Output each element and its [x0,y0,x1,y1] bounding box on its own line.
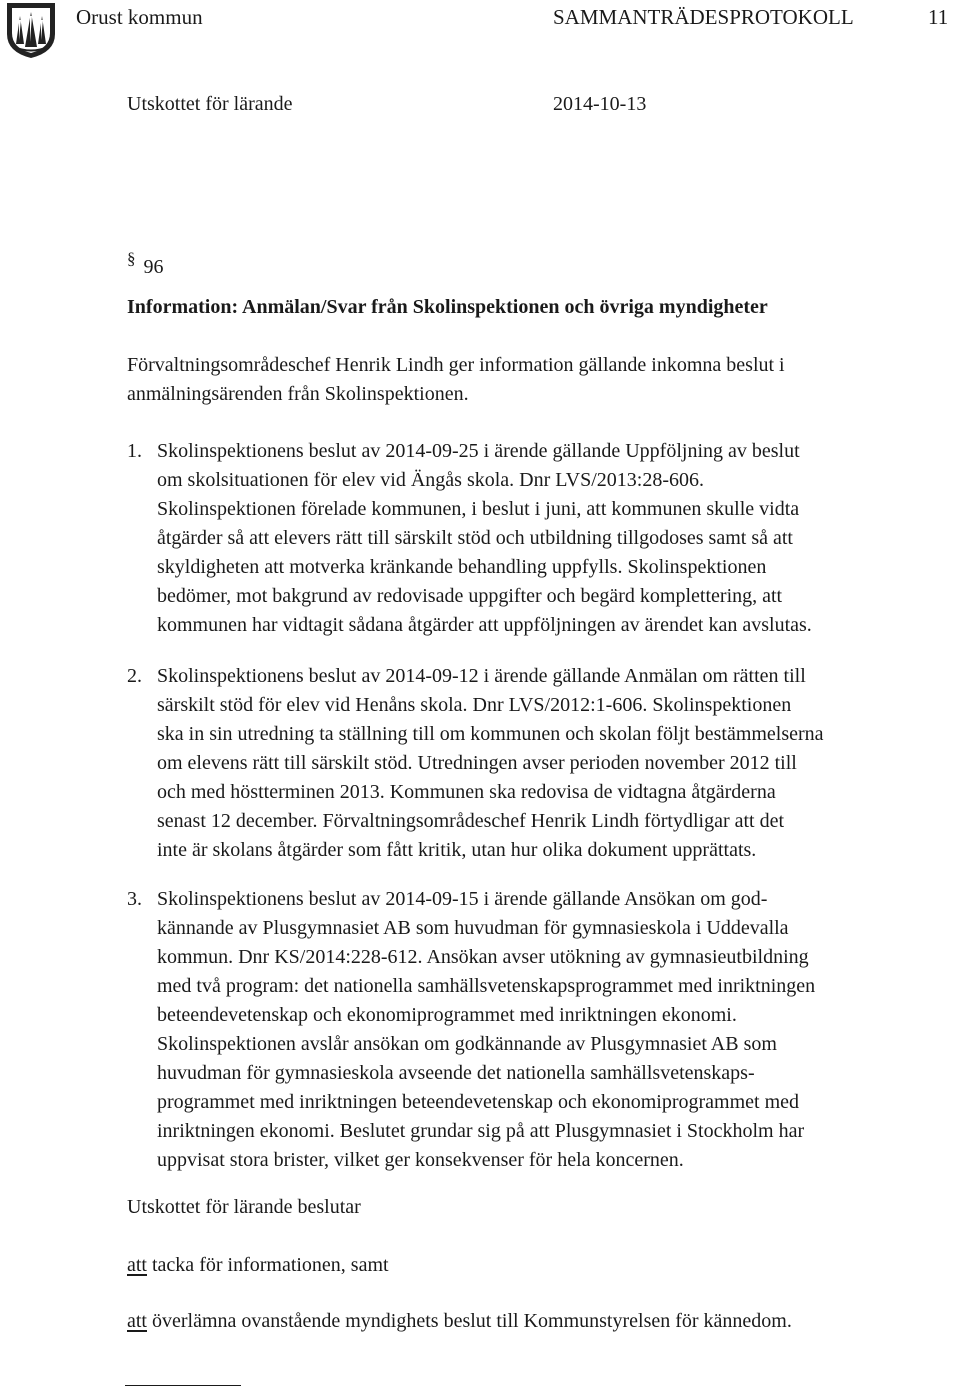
municipal-coat-of-arms-icon [4,0,58,60]
item-line: inriktningen ekonomi. Beslutet grundar sig på att Plusgymnasiet i Stockholm har [157,1120,805,1142]
item-line: om elevens rätt till särskilt stöd. Utredningen avser perioden november 2012 till [157,752,797,774]
end-rule [125,1385,241,1386]
item-line: inte är skolans åtgärder som fått kritik, utan hur olika dokument upprättats. [157,839,757,861]
intro-line: anmälningsärenden från Skolinspektionen. [127,383,469,405]
list-item-body [157,885,815,1175]
page-number: 11 [928,5,949,29]
municipality-name: Orust kommun [76,5,203,29]
item-line: om skolsituationen för elev vid Ängås skola. Dnr LVS/2013:28-606. [157,469,704,491]
item-line: Skolinspektionen förelade kommunen, i beslut i juni, att kommunen skulle vidta [157,498,800,520]
list-item-number: 2. [127,665,142,687]
item-line: och med höstterminen 2013. Kommunen ska redovisa de vidtagna åtgärderna [157,781,776,803]
item-line: Skolinspektionens beslut av 2014-09-12 i ärende gällande Anmälan om rätten till [157,665,806,687]
decision-text: överlämna ovanstående myndighets beslut till Kommunstyrelsen för kännedom. [147,1310,792,1332]
item-line: Skolinspektionens beslut av 2014-09-15 i ärende gällande Ansökan om god- [157,888,768,910]
item-line: Skolinspektionen avslår ansökan om godkännande av Plusgymnasiet AB som [157,1033,777,1055]
intro-paragraph [127,351,785,409]
item-line: särskilt stöd för elev vid Henåns skola. Dnr LVS/2012:1-606. Skolinspektionen [157,694,792,716]
item-line: åtgärder så att elevers rätt till särskilt stöd och utbildning tillgodoses samt så att [157,527,793,549]
decision-keyword: att [127,1310,147,1332]
item-line: uppvisat stora brister, vilket ger konsekvenser för hela koncernen. [157,1149,684,1171]
intro-line: Förvaltningsområdeschef Henrik Lindh ger information gällande inkomna beslut i [127,354,785,376]
list-item-body [157,662,824,865]
decision-keyword: att [127,1254,147,1276]
section-number-value: 96 [143,256,164,278]
decision-intro: Utskottet för lärande beslutar [127,1196,361,1218]
meeting-date: 2014-10-13 [553,93,647,115]
section-number [127,249,164,278]
item-line: skyldigheten att motverka kränkande behandling uppfylls. Skolinspektionen [157,556,767,578]
item-line: programmet med inriktningen beteendevetenskap och ekonomiprogrammet med [157,1091,800,1113]
list-item-number: 1. [127,440,142,462]
item-line: beteendevetenskap och ekonomiprogrammet med inriktningen ekonomi. [157,1004,737,1026]
item-line: senast 12 december. Förvaltningsområdeschef Henrik Lindh förtydligar att det [157,810,785,832]
item-line: kommun. Dnr KS/2014:228-612. Ansökan avser utökning av gymnasieutbildning [157,946,809,968]
item-line: kommunen har vidtagit sådana åtgärder att uppföljningen av ärendet kan avslutas. [157,614,812,636]
item-line: bedömer, mot bakgrund av redovisade uppgifter och begärd komplettering, att [157,585,783,607]
item-line: kännande av Plusgymnasiet AB som huvudman för gymnasieskola i Uddevalla [157,917,789,939]
item-line: ska in sin utredning ta ställning till om kommunen och skolan följt bestämmelserna [157,723,824,745]
section-title: Information: Anmälan/Svar från Skolinspektionen och övriga myndigheter [127,296,768,318]
committee-name: Utskottet för lärande [127,93,293,115]
decision-point-1 [127,1255,389,1275]
document-type: SAMMANTRÄDESPROTOKOLL [553,5,854,29]
item-line: huvudman för gymnasieskola avseende det nationella samhällsvetenskaps- [157,1062,755,1084]
list-item-body [157,437,812,640]
item-line: Skolinspektionens beslut av 2014-09-25 i ärende gällande Uppföljning av beslut [157,440,800,462]
item-line: med två program: det nationella samhällsvetenskapsprogrammet med inriktningen [157,975,816,997]
paragraph-symbol: § [127,249,136,268]
decision-text: tacka för informationen, samt [147,1254,389,1276]
list-item-number: 3. [127,888,142,910]
decision-point-2 [127,1311,792,1331]
